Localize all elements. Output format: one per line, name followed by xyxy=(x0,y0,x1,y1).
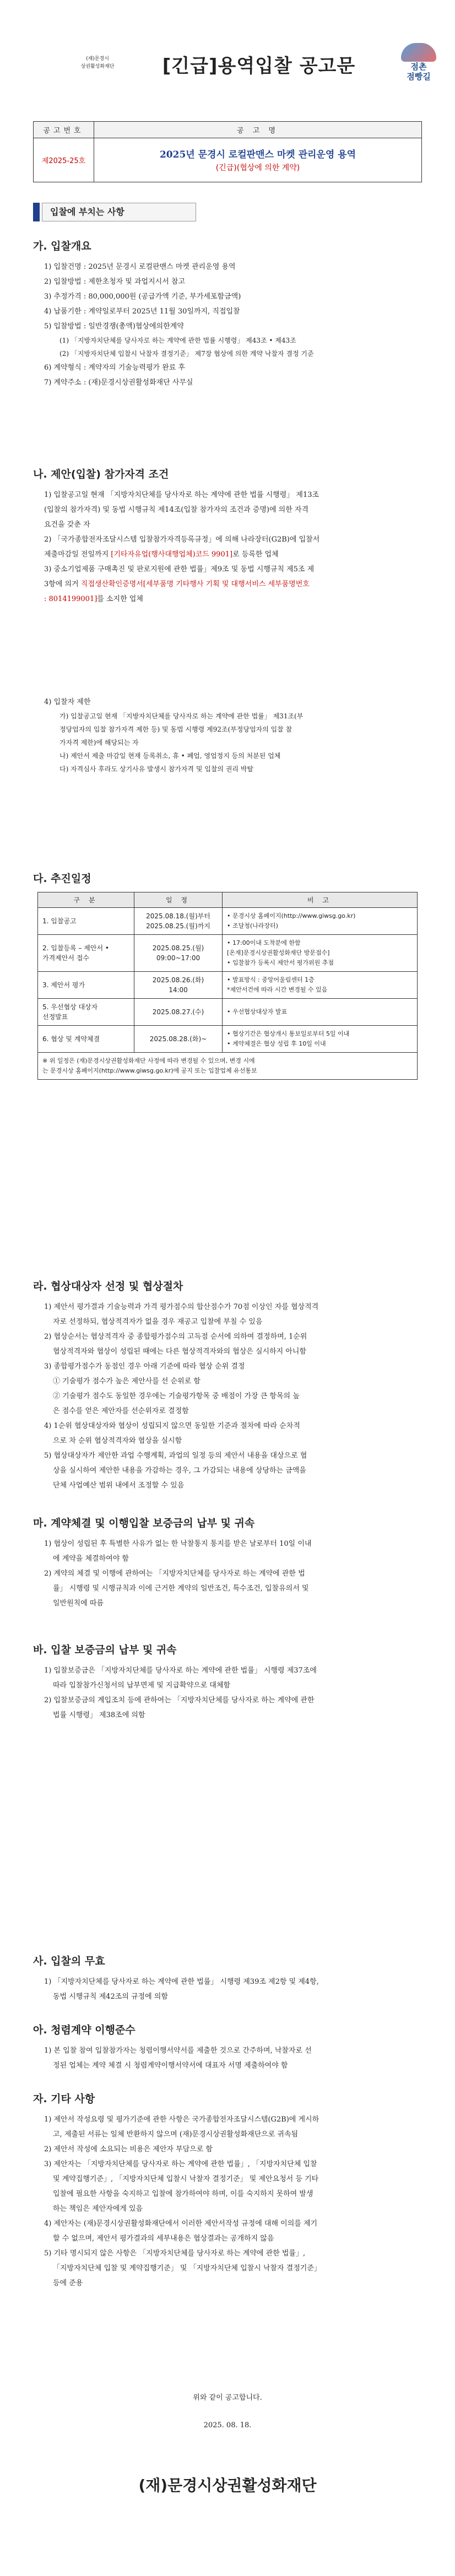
text-line: 법률 시행령」 제38조에 의함 xyxy=(53,1711,145,1719)
overview-subitem: (2) 「지방자치단체 입찰시 낙찰자 결정기준」 제7장 협상에 의한 계약 낙찰자 결정 기준 xyxy=(59,350,314,358)
etc-lines xyxy=(33,2112,422,2291)
schedule-date-line: 09:00~17:00 xyxy=(156,954,201,962)
section-title: 마. 계약체결 및 이행입찰 보증금의 납부 및 귀속 xyxy=(33,1517,255,1529)
text-line: 5) 기타 명시되지 않은 사항은 「지방자치단체를 당사자로 하는 계약에 관한 법률」, xyxy=(44,2249,306,2258)
text-line: 3) 종합평가점수가 동점인 경우 아래 기준에 따라 협상 순위 결정 xyxy=(44,1362,245,1371)
eligibility-subline: 정당업자의 입찰 참가자격 제한 등) 및 동법 시행령 제92조(부정당업자의 입찰 참 xyxy=(59,726,292,733)
section-title: 라. 협상대상자 선정 및 협상절차 xyxy=(33,1280,183,1292)
section-invalid xyxy=(33,1953,422,2004)
text-line: 일반원칙에 따름 xyxy=(53,1599,104,1608)
notice-name-cell xyxy=(94,138,422,182)
schedule-note-line: • 계약체결은 협상 성립 후 10일 이내 xyxy=(227,1040,326,1047)
text-line: 4) 1순위 협상대상자와 협상이 성립되지 않으면 동일한 기준과 절차에 따라 순차적 xyxy=(44,1422,300,1430)
overview-item: 7) 계약주소 : (재)문경시상권활성화재단 사무실 xyxy=(44,378,193,387)
eligibility-line xyxy=(42,592,422,607)
text-line: 단체 사업예산 범위 내에서 조정할 수 있음 xyxy=(53,1481,185,1490)
text-line: 1) 제안서 평가결과 기술능력과 가격 평가점수의 합산점수가 70점 이상인 자를 협상적격 xyxy=(44,1303,319,1311)
schedule-date xyxy=(134,972,223,999)
notice-number: 제2025-25호 xyxy=(34,138,94,182)
eligibility-code: 직접생산확인증명서[세부품명 기타행사 기획 및 대행서비스 세부품명번호 xyxy=(80,580,310,588)
eligibility-subline: 가) 입찰공고일 현재 「지방자치단체를 당사자로 하는 계약에 관한 법률」 제31조(부 xyxy=(59,712,304,720)
text-line: 2) 협상순서는 협상적격자 중 종합평가점수의 고득점 순서에 의하여 결정하며, 1순위 xyxy=(44,1333,307,1341)
invalid-lines xyxy=(33,1974,422,2004)
negotiation-lines xyxy=(33,1300,422,1493)
section-title: 가. 입찰개요 xyxy=(33,240,91,252)
overview-item: 5) 입찰방법 : 일반경쟁(총액)협상에의한계약 xyxy=(44,322,184,331)
schedule-note xyxy=(223,935,418,972)
eligibility-text: 로 등록한 업체 xyxy=(232,550,279,559)
eligibility-line: 2) 「국가종합전자조달시스템 입찰참가자격등록규정」에 의해 나라장터(G2B)에 입찰서 xyxy=(44,535,320,544)
schedule-col-date: 일 정 xyxy=(134,892,223,908)
notice-name: 2025년 문경시 로컬판맨스 마켓 관리운영 용역 xyxy=(159,149,356,160)
logo-mark-icon xyxy=(401,43,436,62)
table-row xyxy=(38,972,418,999)
schedule-step: 3. 제안서 평가 xyxy=(38,972,134,999)
overview-subitem: (1) 「지방자치단체를 당사자로 하는 계약에 관한 법률 시행령」 제43조 • 제43조 xyxy=(59,337,296,344)
section-eligibility xyxy=(33,466,422,776)
eligibility-subline: 다) 자격심사 후라도 상기사유 발생시 참가자격 및 입찰의 권리 박탈 xyxy=(59,765,253,773)
notice-col-no: 공고번호 xyxy=(34,122,94,138)
text-line: 률」 시행령 및 시행규칙과 이에 근거한 계약의 일반조건, 특수조건, 입찰유의서 및 xyxy=(53,1584,309,1593)
overview-item: 1) 입찰건명 : 2025년 문경시 로컬판맨스 마켓 관리운영 용역 xyxy=(44,263,236,271)
logo-line1: 점촌 xyxy=(410,62,427,72)
text-line: 3) 제안자는 「지방자치단체를 당사자로 하는 계약에 관한 법률」, 「지방자치단체 입찰 xyxy=(44,2160,317,2168)
text-line: 2) 제안서 작성에 소요되는 비용은 제안자 부담으로 함 xyxy=(44,2145,213,2153)
schedule-step: 1. 입찰공고 xyxy=(38,908,134,935)
brand-logo xyxy=(397,41,441,85)
overview-item: 4) 납품기한 : 계약일로부터 2025년 11월 30일까지, 직접입찰 xyxy=(44,307,240,316)
schedule-table xyxy=(37,892,418,1080)
integrity-lines xyxy=(33,2043,422,2073)
section-title: 자. 기타 사항 xyxy=(33,2093,95,2105)
text-line: 으로 차 순위 협상적격자와 협상을 실시함 xyxy=(53,1437,182,1445)
eligibility-line: 3) 중소기업제품 구매촉진 및 판로지원에 관한 법률」제9조 및 동법 시행규칙 제5조 제 xyxy=(44,565,315,573)
section-banner xyxy=(33,203,198,221)
section-negotiation xyxy=(33,1278,422,1493)
section-title: 아. 청렴계약 이행준수 xyxy=(33,2024,136,2036)
schedule-step-line: 5. 우선협상 대상자 xyxy=(42,1003,98,1011)
text-line: 고, 제출된 서류는 일체 반환하지 않으며 (재)문경시상권활성화재단으로 귀속됨 xyxy=(53,2130,299,2139)
text-line: 등에 준용 xyxy=(53,2279,83,2287)
notice-col-name: 공 고 명 xyxy=(94,122,422,138)
text-line: 에 계약을 체결하여야 함 xyxy=(53,1555,129,1563)
overview-item: 3) 추정가격 : 80,000,000원 (공급가액 기준, 부가세포함금액) xyxy=(44,293,241,301)
schedule-note: • 우선협상대상자 발표 xyxy=(223,999,418,1026)
schedule-step-line: 선정발표 xyxy=(42,1013,68,1021)
schedule-date-line: 2025.08.25.(월) xyxy=(152,944,204,952)
schedule-col-note: 비 고 xyxy=(223,892,418,908)
eligibility-text: 3항에 의거 xyxy=(44,580,81,588)
text-line: 자로 선정하되, 협상적격자가 없을 경우 재공고 입찰에 부칠 수 있음 xyxy=(53,1318,263,1326)
schedule-footnote-line: 는 문경시상 홈페이지(http://www.giwsg.go.kr)에 공지 또는 입찰업체 유선통보 xyxy=(42,1067,257,1074)
eligibility-line: 1) 입찰공고일 현재 「지방자치단체를 당사자로 하는 계약에 관한 법률 시행령」 제13조 xyxy=(44,491,319,499)
text-line: 하는 책임은 제안자에게 있음 xyxy=(53,2205,143,2213)
schedule-step xyxy=(38,999,134,1026)
schedule-footnote xyxy=(38,1053,418,1080)
text-line: 1) 제안서 작성요령 및 평가기준에 관한 사항은 국가종합전자조달시스템(G2B)에 게시하 xyxy=(44,2115,319,2124)
eligibility-line xyxy=(42,577,422,592)
schedule-note xyxy=(223,908,418,935)
text-line: 정된 업체는 계약 체결 시 청렴계약이행서약서에 대표자 서명 제출하여야 함 xyxy=(53,2061,288,2070)
text-line: 1) 본 입찰 참여 입찰참가자는 청렴이행서약서를 제출한 것으로 간주하며, 낙찰자로 선 xyxy=(44,2047,312,2055)
table-row xyxy=(38,999,418,1026)
eligibility-line: 요건을 갖춘 자 xyxy=(44,521,90,529)
schedule-note-line: • 문경시상 홈페이지(http://www.giwsg.go.kr) xyxy=(227,912,356,919)
org-left-line1: (재)문경시 xyxy=(86,56,109,62)
schedule-step-line: 가격제안서 접수 xyxy=(42,954,89,962)
overview-item: 2) 입찰방법 : 제한초청자 및 과업지시서 참고 xyxy=(44,278,186,286)
text-line: 1) 입찰보증금은 「지방자치단체를 당사자로 하는 계약에 관한 법률」 시행령 제37조에 xyxy=(44,1666,317,1675)
banner-mark xyxy=(33,203,40,221)
schedule-step: 6. 협상 및 계약체결 xyxy=(38,1026,134,1053)
schedule-date xyxy=(134,935,223,972)
schedule-note-line: • 조달청(나라장터) xyxy=(227,922,278,929)
section-title: 다. 추진일정 xyxy=(33,873,91,885)
schedule-note-line: *제안서건에 따라 시간 변경될 수 있음 xyxy=(227,986,328,993)
section-contract xyxy=(33,1515,422,1611)
text-line: 「지방자치단체 입찰 및 계약집행기준」 및 「지방자치단체 입찰시 낙찰자 결정기준」 xyxy=(53,2264,321,2272)
org-left-logo xyxy=(73,55,122,71)
deposit-lines xyxy=(33,1663,422,1723)
text-line: ② 기술평가 점수도 동일한 경우에는 기술평가항목 중 배점이 가장 큰 항목의 높 xyxy=(53,1392,300,1400)
schedule-date xyxy=(134,908,223,935)
overview-item: 6) 계약형식 : 계약자의 기술능력평가 완료 후 xyxy=(44,364,186,372)
text-line: 4) 제안자는 (재)문경시상권활성화재단에서 이러한 제안서작성 규정에 대해 이의를 제기 xyxy=(44,2220,318,2228)
section-integrity xyxy=(33,2022,422,2073)
text-line: 상을 실시하여 제안한 내용을 가감하는 경우, 그 가감되는 내용에 상당하는 금액을 xyxy=(53,1466,306,1475)
text-line: ① 기술평가 점수가 높은 제안사를 선 순위로 함 xyxy=(53,1377,201,1386)
eligibility-line: 4) 입찰자 제한 xyxy=(44,698,91,706)
eligibility-code: [기타자유업(행사대행업체)코드 9901] xyxy=(111,550,233,559)
text-line: 1) 「지방자치단체를 당사자로 하는 계약에 관한 법률」 시행령 제39조 제2항 및 제4항, xyxy=(44,1978,319,1986)
text-line: 입찰에 필요한 사항을 숙지하고 입찰에 참가하여야 하며, 이를 숙지하지 못하여 발생 xyxy=(53,2190,313,2198)
text-line: 및 계약집행기준」, 「지방자치단체 입찰시 낙찰자 결정기준」 및 제안요청서 등 기타 xyxy=(53,2175,319,2183)
section-deposit xyxy=(33,1642,422,1723)
section-overview xyxy=(33,238,422,390)
text-line: 5) 협상대상자가 제안한 과업 수행계획, 과업의 일정 등의 제안서 내용을 대상으로 협 xyxy=(44,1452,307,1460)
text-line: 따라 입찰참가신청서의 납부면제 및 지급확약으로 대체함 xyxy=(53,1681,231,1690)
eligibility-line xyxy=(42,547,422,562)
eligibility-subline: 가자격 제한)에 해당되는 자 xyxy=(59,739,139,746)
schedule-note-line: • 발표방식 : 중앙어울림센터 1층 xyxy=(227,976,315,983)
schedule-date: 2025.08.27.(수) xyxy=(134,999,223,1026)
schedule-step xyxy=(38,935,134,972)
eligibility-line: (입찰의 참가자격) 및 동법 시행규칙 제14조(입찰 참가자의 조건과 증명)에 의한 자격 xyxy=(44,506,309,514)
org-left-line2: 상권활성화재단 xyxy=(80,64,115,69)
header xyxy=(33,0,431,121)
text-line: 할 수 없으며, 제안서 평가결과의 세부내용은 협상결과는 공개하지 않음 xyxy=(53,2234,274,2243)
table-row xyxy=(38,935,418,972)
section-title: 나. 제안(입찰) 참가자격 조건 xyxy=(33,468,169,480)
closing xyxy=(33,2391,422,2433)
schedule-date-line: 2025.08.26.(화) xyxy=(152,976,204,984)
schedule-date: 2025.08.28.(화)~ xyxy=(134,1026,223,1053)
section-schedule xyxy=(33,870,422,1080)
eligibility-subline: 나) 제안서 제출 마감일 현재 등록취소, 휴 • 폐업, 영업정지 등의 처분된 업체 xyxy=(59,752,281,760)
section-title: 바. 입찰 보증금의 납부 및 귀속 xyxy=(33,1644,177,1656)
text-line: 은 점수를 얻은 제안자를 선순위자로 결정함 xyxy=(53,1407,189,1415)
table-row xyxy=(38,1053,418,1080)
schedule-date-line: 14:00 xyxy=(169,986,188,994)
schedule-note-line: • 입찰참가 등록시 제안서 평가위원 추첨 xyxy=(227,959,334,966)
closing-text: 위와 같이 공고합니다. xyxy=(193,2394,262,2402)
logo-line2: 점빵길 xyxy=(407,72,431,82)
schedule-footnote-line: ※ 위 일정은 (재)문경시상권활성화재단 사정에 따라 변경될 수 있으며, 변경 시에 xyxy=(42,1057,255,1064)
schedule-col-type: 구 분 xyxy=(38,892,134,908)
eligibility-text: 제출마감일 전일까지 xyxy=(44,550,111,559)
schedule-note-line: [온재]문경시상권활성화재단 방문접수] xyxy=(227,949,330,956)
schedule-date-line: 2025.08.25.(월)까지 xyxy=(146,922,210,930)
schedule-note xyxy=(223,972,418,999)
section-title: 사. 입찰의 무효 xyxy=(33,1955,105,1967)
text-line: 1) 협상이 성립된 후 특별한 사유가 없는 한 낙찰통지 통지를 받은 날로부터 10일 이내 xyxy=(44,1540,312,1548)
page-title: [긴급]용역입찰 공고문 xyxy=(162,55,356,77)
table-row xyxy=(38,908,418,935)
eligibility-text: 를 소지한 업체 xyxy=(97,595,143,603)
text-line: 2) 입찰보증금의 계입조치 등에 관하여는 「지방자치단체를 당사자로 하는 계약에 관한 xyxy=(44,1696,315,1704)
notice-sub: (긴급)(협상에 의한 계약) xyxy=(215,163,300,172)
schedule-date-line: 2025.08.18.(월)부터 xyxy=(146,912,210,920)
text-line: 동법 시행규칙 제42조의 규정에 의함 xyxy=(53,1993,168,2001)
footer-org: (재)문경시상권활성화재단 xyxy=(138,2476,317,2494)
text-line: 협상적격자와 협상이 성립된 때에는 다른 협상적격자와의 협상은 실시하지 아니함 xyxy=(53,1347,307,1356)
notice-table xyxy=(33,121,422,182)
banner-text: 입찰에 부치는 사항 xyxy=(42,203,196,221)
schedule-note xyxy=(223,1026,418,1053)
text-line: 2) 계약의 체결 및 이행에 관하여는 「지방자치단체를 당사자로 하는 계약에 관한 법 xyxy=(44,1570,305,1578)
schedule-note-line: • 협상기간은 협상개시 통보일로부터 5일 이내 xyxy=(227,1030,350,1037)
table-row xyxy=(38,1026,418,1053)
closing-date: 2025. 08. 18. xyxy=(203,2421,252,2429)
schedule-note-line: • 17:00이내 도착분에 한함 xyxy=(227,939,301,946)
contract-lines xyxy=(33,1536,422,1611)
schedule-step-line: 2. 입찰등록 – 제안서 • xyxy=(42,944,109,952)
eligibility-code: : 8014199001] xyxy=(44,595,98,603)
section-etc xyxy=(33,2091,422,2291)
